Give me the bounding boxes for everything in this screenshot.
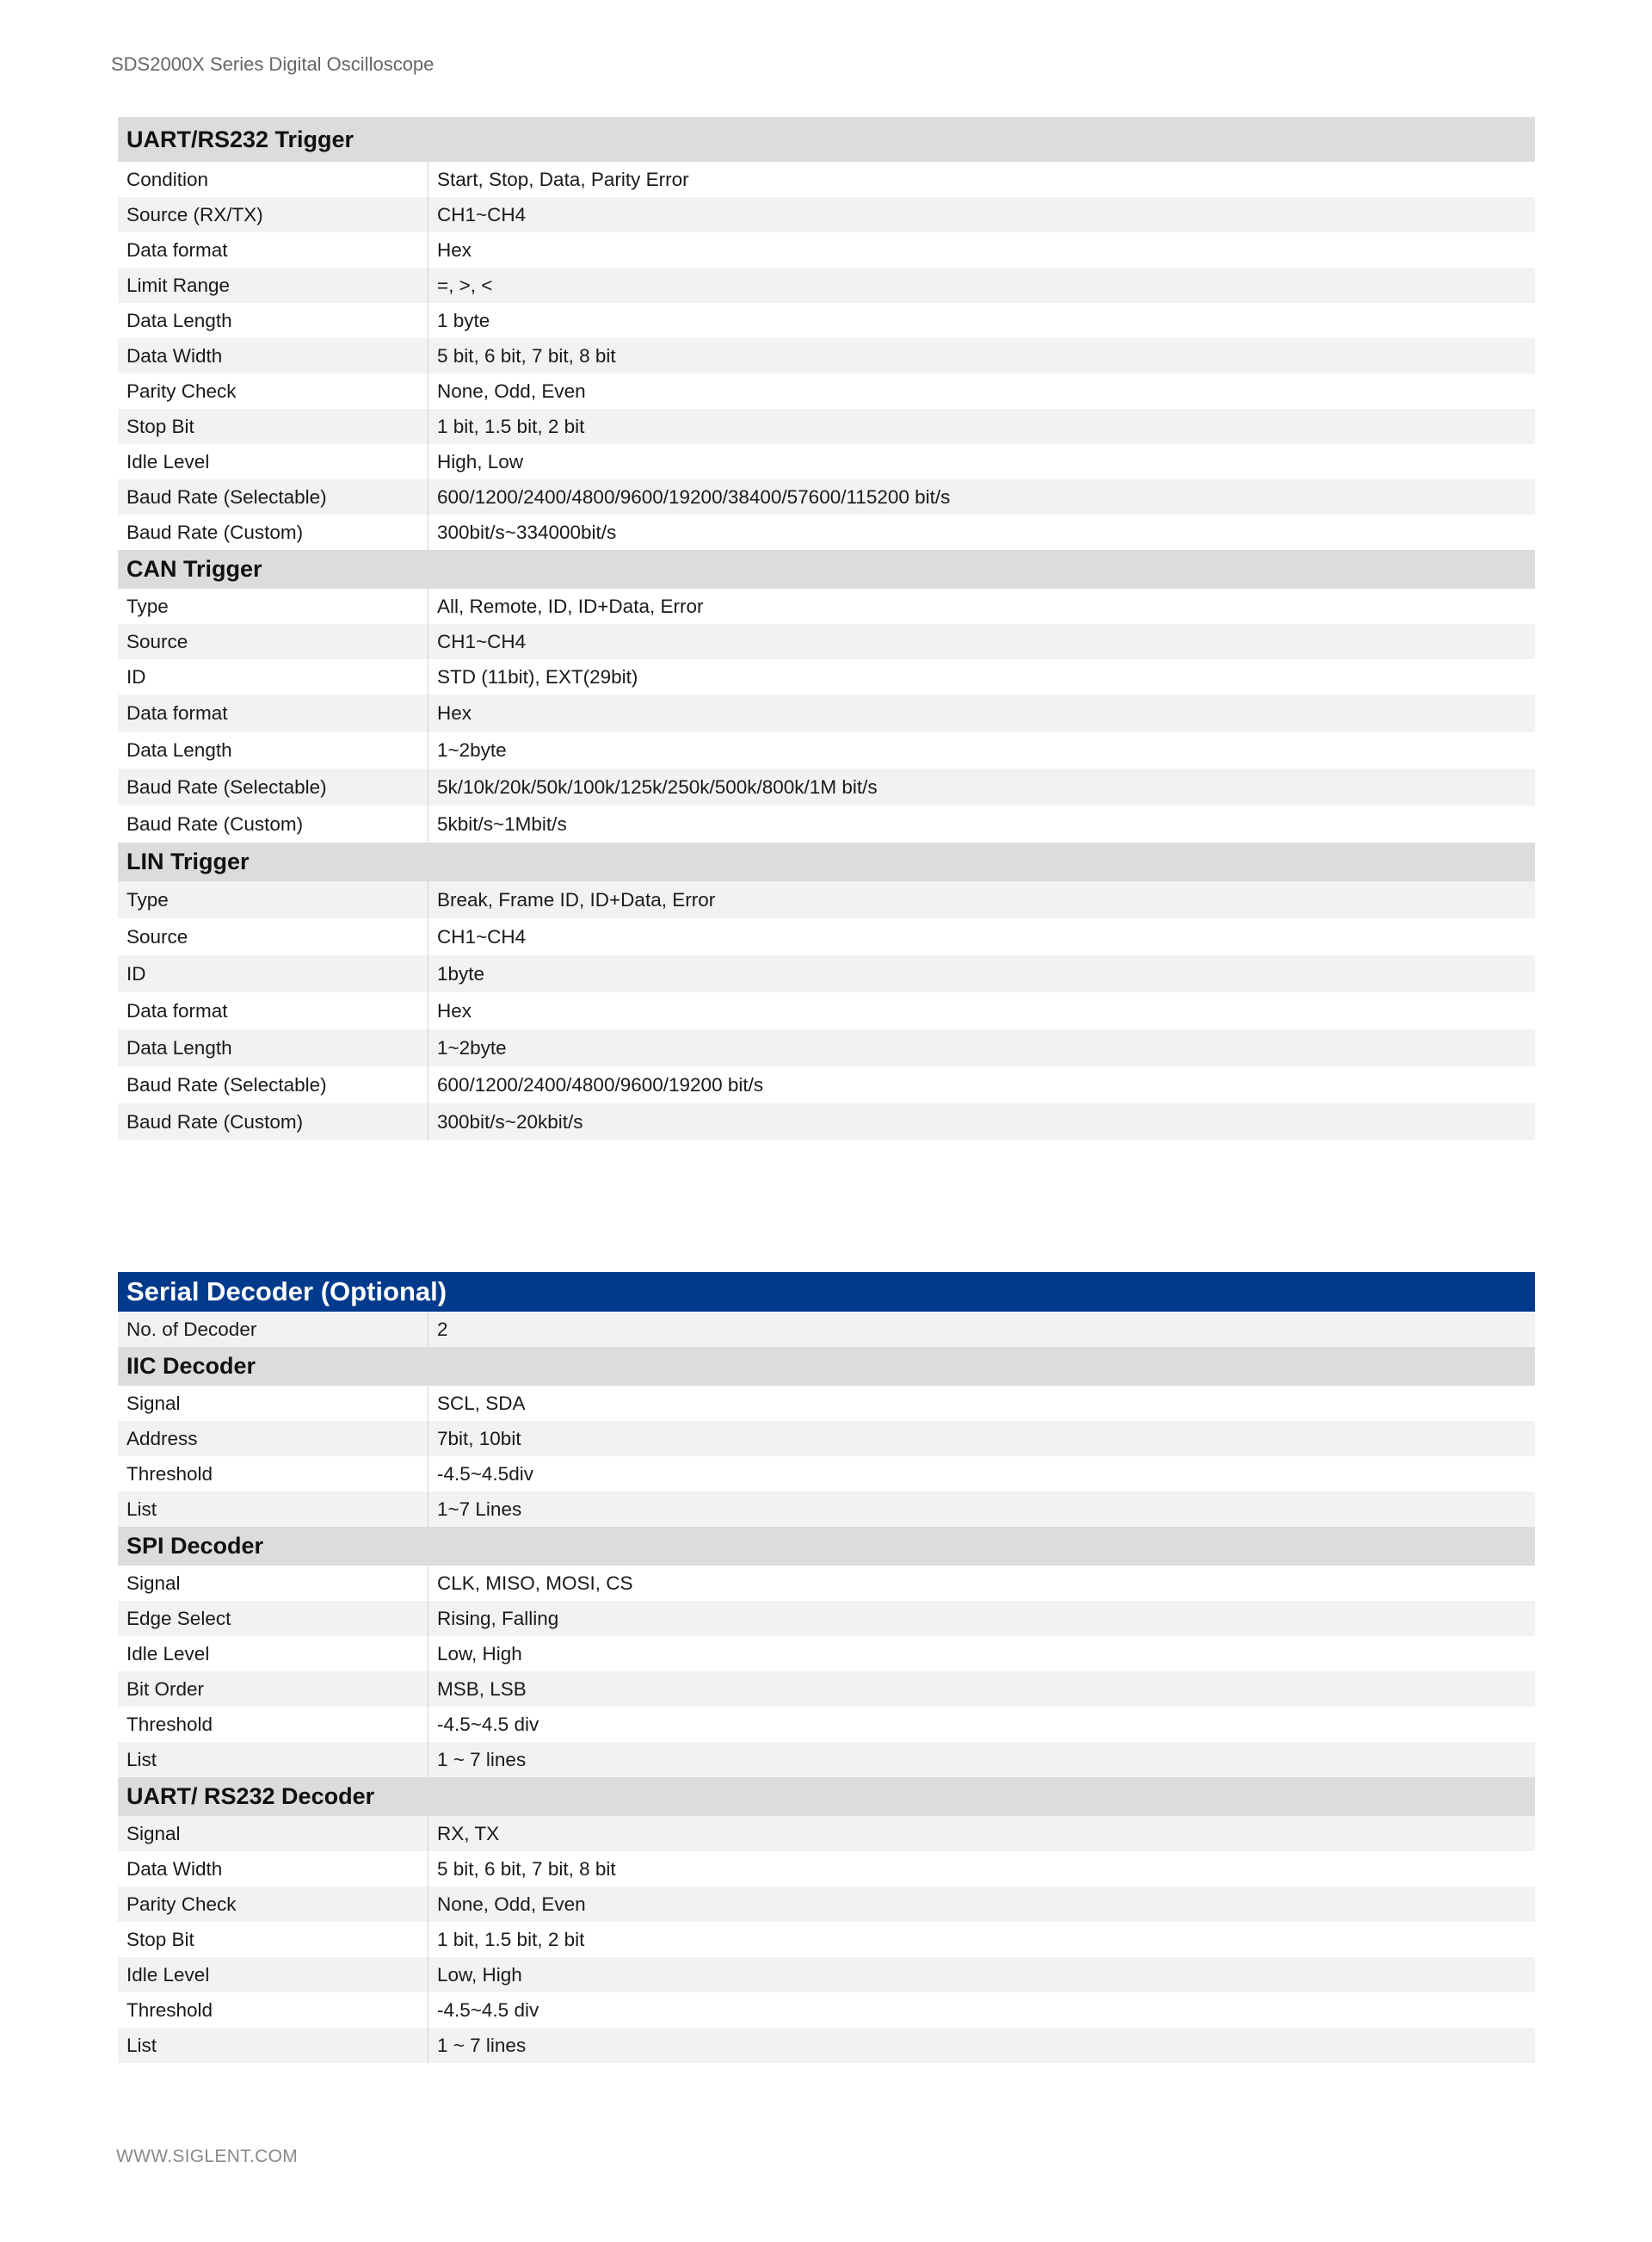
row-value: CH1~CH4	[428, 918, 1535, 955]
row-label: ID	[126, 665, 146, 688]
table-row	[118, 1312, 1535, 1347]
row-value: 1~2byte	[428, 1029, 1535, 1066]
row-label: Data Width	[126, 1857, 223, 1880]
table-row	[118, 1887, 1535, 1922]
table-row	[118, 769, 1535, 806]
row-value: 5kbit/s~1Mbit/s	[428, 806, 1535, 843]
row-label: Parity Check	[126, 380, 237, 402]
table-row	[118, 409, 1535, 444]
row-value: 1 bit, 1.5 bit, 2 bit	[428, 409, 1535, 444]
row-value: 5 bit, 6 bit, 7 bit, 8 bit	[428, 1851, 1535, 1887]
table-row	[118, 303, 1535, 338]
row-value: CH1~CH4	[428, 197, 1535, 232]
row-value: All, Remote, ID, ID+Data, Error	[428, 589, 1535, 624]
row-value: Hex	[428, 992, 1535, 1029]
row-label: Data format	[126, 999, 228, 1022]
row-value: 7bit, 10bit	[428, 1421, 1535, 1456]
table-row	[118, 162, 1535, 197]
row-label: Stop Bit	[126, 1928, 194, 1950]
table-row	[118, 992, 1535, 1029]
row-label: ID	[126, 962, 146, 985]
row-label: Baud Rate (Selectable)	[126, 485, 327, 508]
row-value: High, Low	[428, 444, 1535, 479]
row-value: MSB, LSB	[428, 1671, 1535, 1707]
table-row	[118, 1386, 1535, 1421]
row-label: Type	[126, 888, 169, 911]
row-label: Data format	[126, 701, 228, 724]
can-trigger-heading: CAN Trigger	[118, 550, 1535, 589]
row-label: Baud Rate (Selectable)	[126, 1073, 327, 1096]
row-value: 5 bit, 6 bit, 7 bit, 8 bit	[428, 338, 1535, 374]
table-row	[118, 444, 1535, 479]
row-value: =, >, <	[428, 268, 1535, 303]
row-label: List	[126, 1498, 157, 1520]
table-row	[118, 1636, 1535, 1671]
table-row	[118, 659, 1535, 695]
row-value: 1~7 Lines	[428, 1492, 1535, 1527]
table-row	[118, 1103, 1535, 1140]
table-row	[118, 955, 1535, 992]
row-label: Data Length	[126, 1036, 232, 1059]
serial-decoder-spec-table	[118, 1272, 1535, 2063]
row-label: Idle Level	[126, 1642, 210, 1665]
row-label: Baud Rate (Custom)	[126, 1110, 304, 1133]
row-label: Edge Select	[126, 1607, 231, 1629]
row-label: List	[126, 2034, 157, 2056]
uart-decoder-heading: UART/ RS232 Decoder	[118, 1777, 1535, 1816]
row-label: Signal	[126, 1392, 181, 1414]
row-label: Signal	[126, 1822, 181, 1844]
table-row	[118, 1671, 1535, 1707]
table-row	[118, 268, 1535, 303]
row-label: Stop Bit	[126, 415, 194, 437]
table-row	[118, 1492, 1535, 1527]
table-row	[118, 197, 1535, 232]
table-row	[118, 1742, 1535, 1777]
uart-trigger-heading: UART/RS232 Trigger	[118, 117, 1535, 162]
lin-trigger-heading: LIN Trigger	[118, 843, 1535, 881]
table-row	[118, 1957, 1535, 1992]
row-value: 1 ~ 7 lines	[428, 2028, 1535, 2063]
row-label: Threshold	[126, 1462, 213, 1485]
row-value: 1byte	[428, 955, 1535, 992]
row-label: Address	[126, 1427, 198, 1449]
row-label: Source	[126, 630, 188, 652]
row-value: 600/1200/2400/4800/9600/19200/38400/57600/115200 bit/s	[428, 479, 1535, 515]
row-value: Low, High	[428, 1957, 1535, 1992]
table-row	[118, 695, 1535, 732]
row-value: 2	[428, 1312, 1535, 1347]
row-label: Source (RX/TX)	[126, 203, 263, 225]
row-value: 300bit/s~20kbit/s	[428, 1103, 1535, 1140]
table-row	[118, 374, 1535, 409]
row-value: None, Odd, Even	[428, 1887, 1535, 1922]
table-row	[118, 806, 1535, 843]
row-value: Low, High	[428, 1636, 1535, 1671]
table-row	[118, 1851, 1535, 1887]
table-row	[118, 918, 1535, 955]
row-label: Data format	[126, 238, 228, 261]
row-value: 5k/10k/20k/50k/100k/125k/250k/500k/800k/1M bit/s	[428, 769, 1535, 806]
table-row	[118, 1707, 1535, 1742]
table-row	[118, 1066, 1535, 1103]
row-value: 1 bit, 1.5 bit, 2 bit	[428, 1922, 1535, 1957]
table-row	[118, 732, 1535, 769]
table-row	[118, 881, 1535, 918]
table-row	[118, 1456, 1535, 1492]
row-value: 1 byte	[428, 303, 1535, 338]
row-value: CH1~CH4	[428, 624, 1535, 659]
row-value: None, Odd, Even	[428, 374, 1535, 409]
table-row	[118, 338, 1535, 374]
table-row	[118, 1922, 1535, 1957]
row-label: Data Width	[126, 344, 223, 367]
row-label: Bit Order	[126, 1677, 205, 1700]
row-label: No. of Decoder	[126, 1318, 257, 1340]
table-row	[118, 1566, 1535, 1601]
row-label: Signal	[126, 1572, 181, 1594]
row-label: Baud Rate (Custom)	[126, 812, 304, 835]
row-value: Hex	[428, 695, 1535, 732]
row-label: Threshold	[126, 1713, 213, 1735]
row-label: Type	[126, 595, 169, 617]
row-label: Idle Level	[126, 1963, 210, 1986]
table-row	[118, 479, 1535, 515]
table-row	[118, 589, 1535, 624]
row-value: Break, Frame ID, ID+Data, Error	[428, 881, 1535, 918]
row-value: 1 ~ 7 lines	[428, 1742, 1535, 1777]
row-label: Parity Check	[126, 1893, 237, 1915]
table-row	[118, 2028, 1535, 2063]
row-value: Hex	[428, 232, 1535, 268]
row-label: Source	[126, 925, 188, 948]
footer-website-link[interactable]: WWW.SIGLENT.COM	[116, 2146, 298, 2166]
table-row	[118, 1816, 1535, 1851]
row-value: -4.5~4.5div	[428, 1456, 1535, 1492]
table-row	[118, 1992, 1535, 2028]
page-header-title: SDS2000X Series Digital Oscilloscope	[111, 53, 435, 75]
row-label: Baud Rate (Selectable)	[126, 775, 327, 798]
row-label: Condition	[126, 168, 209, 190]
table-row	[118, 1029, 1535, 1066]
row-value: Start, Stop, Data, Parity Error	[428, 162, 1535, 197]
row-value: Rising, Falling	[428, 1601, 1535, 1636]
row-label: Limit Range	[126, 274, 231, 296]
row-label: Threshold	[126, 1998, 213, 2021]
table-row	[118, 232, 1535, 268]
row-value: SCL, SDA	[428, 1386, 1535, 1421]
serial-decoder-title: Serial Decoder (Optional)	[118, 1272, 1535, 1312]
row-value: -4.5~4.5 div	[428, 1992, 1535, 2028]
trigger-spec-table	[118, 117, 1535, 1140]
table-row	[118, 515, 1535, 550]
row-label: Data Length	[126, 738, 232, 761]
row-value: 1~2byte	[428, 732, 1535, 769]
table-row	[118, 1421, 1535, 1456]
row-value: STD (11bit), EXT(29bit)	[428, 659, 1535, 695]
row-value: 300bit/s~334000bit/s	[428, 515, 1535, 550]
row-value: RX, TX	[428, 1816, 1535, 1851]
table-row	[118, 1601, 1535, 1636]
row-label: Data Length	[126, 309, 232, 331]
iic-decoder-heading: IIC Decoder	[118, 1347, 1535, 1386]
row-value: 600/1200/2400/4800/9600/19200 bit/s	[428, 1066, 1535, 1103]
row-label: List	[126, 1748, 157, 1770]
row-value: CLK, MISO, MOSI, CS	[428, 1566, 1535, 1601]
table-row	[118, 624, 1535, 659]
row-label: Baud Rate (Custom)	[126, 521, 304, 543]
spi-decoder-heading: SPI Decoder	[118, 1527, 1535, 1566]
row-label: Idle Level	[126, 450, 210, 472]
row-value: -4.5~4.5 div	[428, 1707, 1535, 1742]
